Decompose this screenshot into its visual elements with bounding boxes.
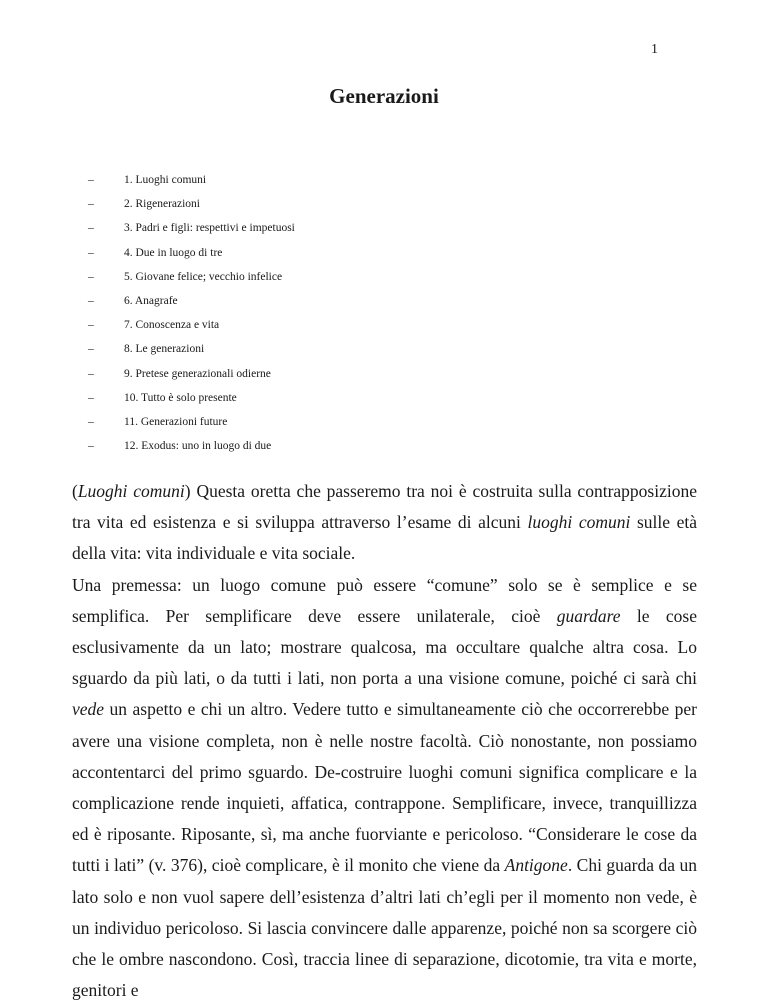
toc-item-label: 1. Luoghi comuni bbox=[124, 174, 207, 186]
toc-item-label: 8. Le generazioni bbox=[124, 343, 205, 356]
toc-item bbox=[88, 386, 295, 410]
emphasis: vede bbox=[72, 699, 105, 720]
toc-item bbox=[88, 362, 295, 386]
emphasis: guardare bbox=[556, 605, 621, 626]
toc-item-label: 5. Giovane felice; vecchio infelice bbox=[124, 270, 283, 283]
toc-dash: – bbox=[88, 294, 94, 307]
toc-dash: – bbox=[88, 415, 94, 428]
toc-item-label: 4. Due in luogo di tre bbox=[124, 246, 223, 259]
toc-item bbox=[88, 241, 295, 265]
toc-dash: – bbox=[88, 440, 94, 453]
text-run: un aspetto e chi un altro. Vedere tutto e simultaneamente ciò che occorrerebbe per avere una visione completa, non è nelle nostre facoltà. Ciò nonostante, non possiamo accontentarci del primo sguardo. De-costruire luoghi comuni significa complicare e la complicazione rende inquieti, affatica, contrappone. Semplificare, invece, tranquillizza ed è riposante. Riposante, sì, ma anche fuorviante e pericoloso. “Considerare le cose da tutti i lati” (v. 376), cioè complicare, è il monito che viene da bbox=[72, 699, 697, 876]
paren-open: ( bbox=[72, 481, 78, 501]
toc-item-label: 3. Padri e figli: respettivi e impetuosi bbox=[124, 222, 295, 235]
emphasis: Antigone bbox=[504, 855, 568, 876]
paren-close: ) bbox=[184, 481, 191, 501]
toc-item bbox=[88, 289, 295, 313]
document-title: Generazioni bbox=[329, 84, 439, 108]
text-run: Questa oretta che passeremo tra noi è costruita sulla contrapposizione tra vita ed esistenza e si sviluppa attraverso l’esame di alcuni bbox=[72, 481, 697, 533]
paragraph bbox=[72, 570, 697, 1006]
toc-dash: – bbox=[88, 174, 94, 186]
toc-item bbox=[88, 168, 295, 192]
toc-item bbox=[88, 434, 295, 458]
toc-item bbox=[88, 216, 295, 240]
toc-dash: – bbox=[88, 343, 94, 356]
toc-item-label: 11. Generazioni future bbox=[124, 415, 228, 428]
toc-item-label: 10. Tutto è solo presente bbox=[124, 391, 237, 404]
toc-dash: – bbox=[88, 270, 94, 283]
toc-item bbox=[88, 337, 295, 361]
text-run: sulle età della vita: vita individuale e vita sociale. bbox=[72, 512, 697, 564]
paragraph bbox=[72, 476, 697, 570]
emphasis: luoghi comuni bbox=[527, 512, 631, 533]
text-run: Una premessa: un luogo comune può essere “comune” solo se è semplice e se semplifica. Per semplificare deve essere unilaterale, cioè bbox=[72, 574, 697, 626]
table-of-contents bbox=[88, 168, 295, 458]
toc-item-label: 12. Exodus: uno in luogo di due bbox=[124, 440, 272, 453]
toc-dash: – bbox=[88, 246, 94, 259]
toc-dash: – bbox=[88, 198, 94, 211]
toc-item-label: 7. Conoscenza e vita bbox=[124, 319, 220, 332]
toc-dash: – bbox=[88, 319, 94, 332]
toc-item-label: 6. Anagrafe bbox=[124, 294, 178, 307]
text-run: le cose esclusivamente da un lato; mostrare qualcosa, ma occultare qualche altra cosa. Lo sguardo da più lati, o da tutti i lati, non porta a una visione comune, poiché ci sarà chi bbox=[72, 605, 697, 689]
toc-item bbox=[88, 265, 295, 289]
toc-item-label: 2. Rigenerazioni bbox=[124, 198, 201, 211]
toc-item-label: 9. Pretese generazionali odierne bbox=[124, 367, 271, 380]
toc-dash: – bbox=[88, 391, 94, 404]
page-number: 1 bbox=[651, 42, 658, 57]
section-heading: Luoghi comuni bbox=[77, 481, 185, 501]
toc-dash: – bbox=[88, 367, 94, 380]
toc-item bbox=[88, 192, 295, 216]
toc-item bbox=[88, 410, 295, 434]
text-run: . Chi guarda da un lato solo e non vuol sapere dell’esistenza d’altri lati ch’egli per il momento non vede, è un individuo pericoloso. Si lascia convincere dalle apparenze, poiché non sa scorgere ciò che le ombre nascondono. Così, traccia linee di separazione, dicotomie, tra vita e morte, genitori e bbox=[72, 855, 697, 1001]
toc-item bbox=[88, 313, 295, 337]
body-text bbox=[72, 476, 697, 1006]
toc-dash: – bbox=[88, 222, 94, 235]
